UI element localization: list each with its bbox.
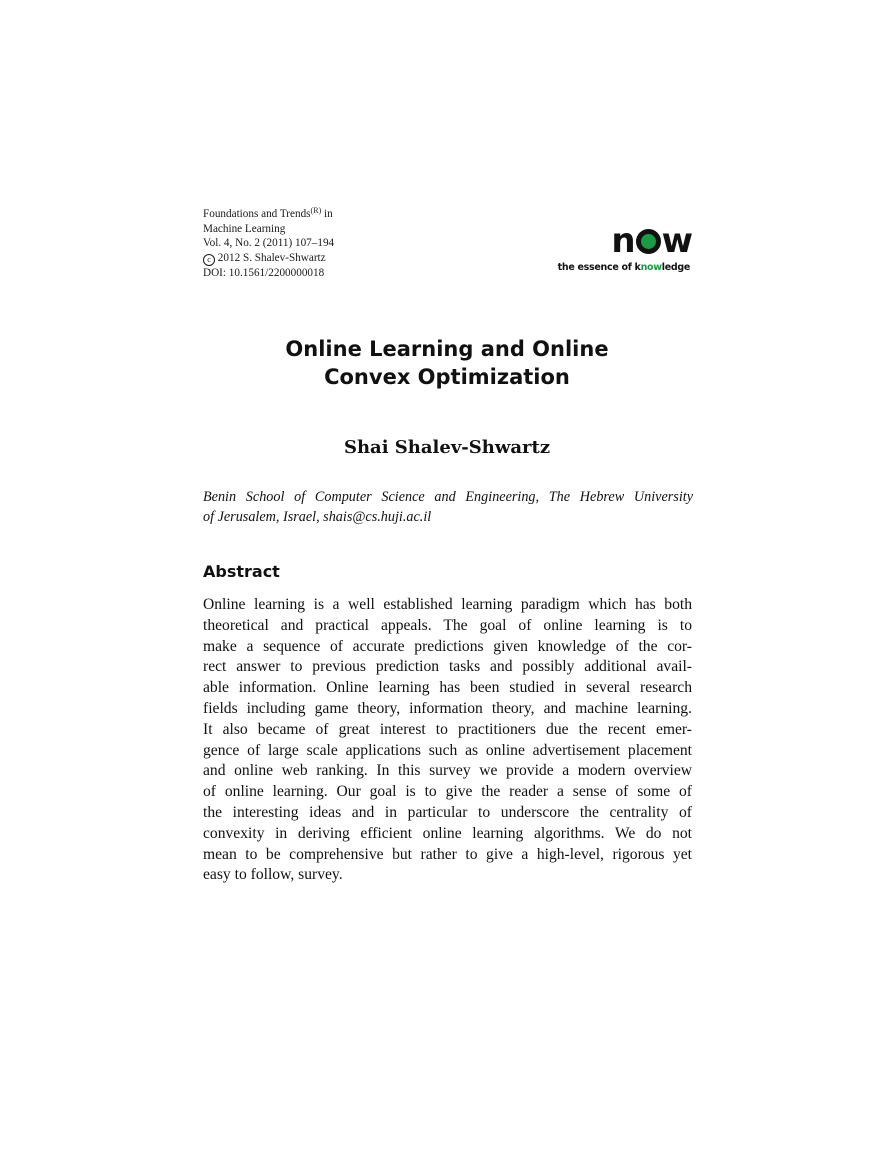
publication-info [203, 204, 334, 280]
now-wordmark: n w [611, 221, 692, 261]
abstract-line: of online learning. Our goal is to give the reader a sense of some of [203, 783, 692, 801]
copyright-line: c 2012 S. Shalev-Shwartz [203, 251, 334, 266]
abstract-line: easy to follow, survey. [203, 866, 343, 884]
paper-title [203, 335, 691, 391]
abstract-heading: Abstract [203, 562, 280, 581]
volume-info: Vol. 4, No. 2 (2011) 107–194 [203, 237, 335, 250]
abstract-line: fields including game theory, information theory, and machine learning. [203, 699, 692, 717]
affiliation-line-2: of Jerusalem, Israel, shais@cs.huji.ac.il [203, 509, 432, 525]
journal-subject: Machine Learning [203, 222, 286, 235]
now-logo [557, 221, 692, 276]
abstract-line: convexity in deriving efficient online learning algorithms. We do not [203, 824, 692, 842]
journal-name: Foundations and Trends$^{(R)}$ in [203, 206, 333, 220]
abstract-line: Online learning is a well established learning paradigm which has both [203, 596, 692, 613]
registered-mark: (R) [310, 206, 322, 215]
abstract-line: and online web ranking. In this survey we provide a modern overview [203, 762, 692, 780]
affiliation-line-1: Benin School of Computer Science and Engineering, The Hebrew University [203, 489, 693, 505]
abstract-line: gence of large scale applications such as online advertisement placement [203, 741, 692, 759]
abstract-line: rect answer to previous prediction tasks and possibly additional avail- [203, 658, 692, 676]
abstract-body [203, 595, 692, 886]
abstract-line: make a sequence of accurate predictions given knowledge of the cor- [203, 637, 692, 655]
affiliation [203, 487, 693, 527]
copyright-icon: c [203, 254, 215, 266]
abstract-line: the interesting ideas and in particular to underscore the centrality of [203, 803, 692, 821]
abstract-line: It also became of great interest to practitioners due the recent emer- [203, 720, 692, 738]
doi: DOI: 10.1561/2200000018 [203, 266, 325, 279]
title-line-2: Convex Optimization [324, 365, 570, 389]
abstract-line: mean to be comprehensive but rather to give a high-level, rigorous yet [203, 845, 692, 863]
abstract-line: theoretical and practical appeals. The goal of online learning is to [203, 616, 692, 634]
author-name: Shai Shalev-Shwartz [343, 437, 551, 458]
title-line-1: Online Learning and Online [285, 337, 609, 361]
green-dot-icon [636, 229, 661, 254]
abstract-line: able information. Online learning has been studied in several research [203, 679, 692, 697]
logo-tagline: the essence of knowledge [557, 262, 690, 273]
